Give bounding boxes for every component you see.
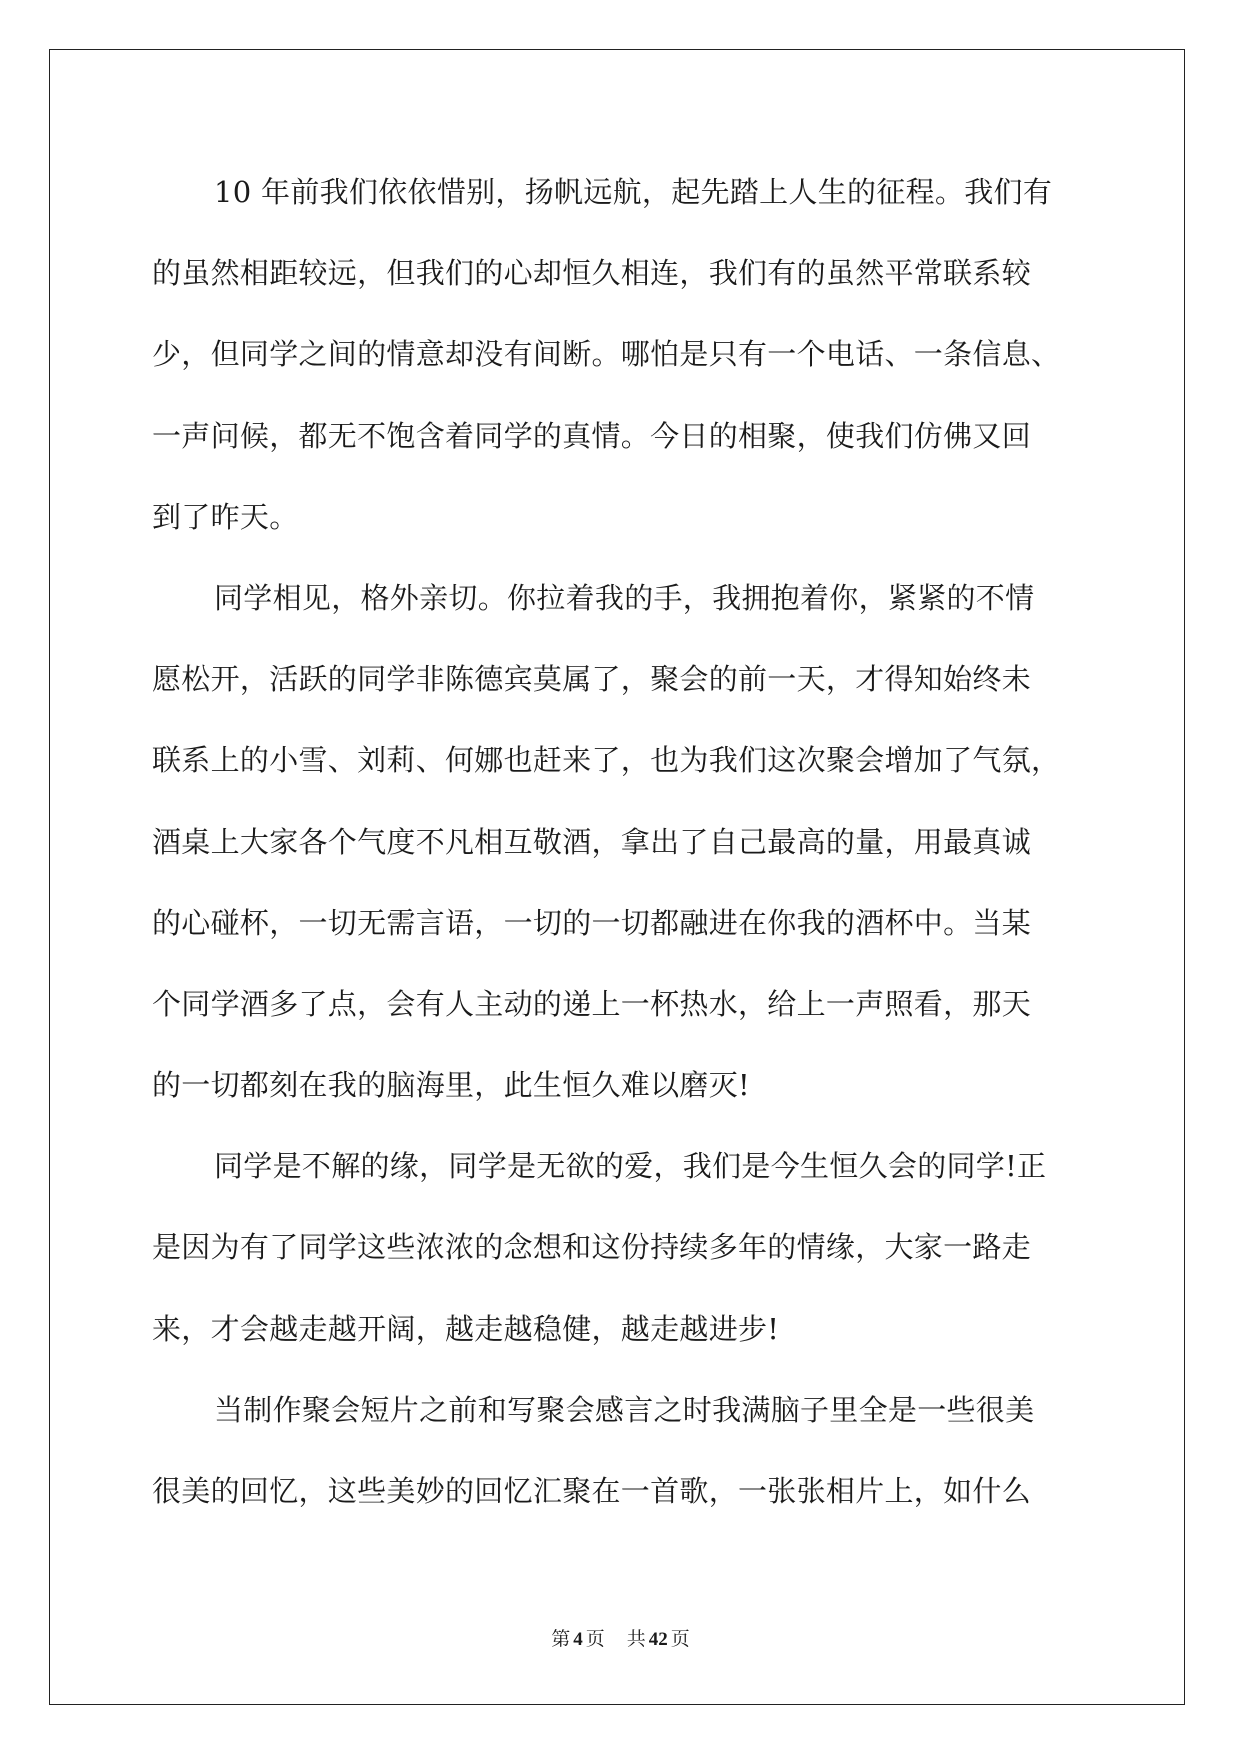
text-line: 同学是不解的缘，同学是无欲的爱，我们是今生恒久会的同学!正 — [214, 1149, 1047, 1184]
text-line: 少，但同学之间的情意却没有间断。哪怕是只有一个电话、一条信息、 — [152, 337, 1061, 372]
text-line: 是因为有了同学这些浓浓的念想和这份持续多年的情缘，大家一路走 — [152, 1230, 1032, 1265]
text-line: 当制作聚会短片之前和写聚会感言之时我满脑子里全是一些很美 — [214, 1392, 1035, 1427]
text-line: 联系上的小雪、刘莉、何娜也赶来了，也为我们这次聚会增加了气氛， — [152, 743, 1061, 778]
footer-page-prefix: 第 — [551, 1628, 571, 1650]
text-line: 来，才会越走越开阔，越走越稳健，越走越进步! — [152, 1311, 780, 1346]
text-line: 愿松开，活跃的同学非陈德宾莫属了，聚会的前一天，才得知始终未 — [152, 662, 1032, 697]
footer-page-number: 4 — [573, 1629, 583, 1650]
text-line: 酒桌上大家各个气度不凡相互敬酒，拿出了自己最高的量，用最真诚 — [152, 824, 1032, 859]
page-footer — [0, 1624, 1241, 1651]
footer-total-pages: 42 — [648, 1629, 668, 1650]
footer-total-prefix: 共 — [626, 1628, 646, 1650]
text-line: 的心碰杯，一切无需言语，一切的一切都融进在你我的酒杯中。当某 — [152, 905, 1032, 940]
footer-total-suffix: 页 — [670, 1628, 690, 1650]
text-line: 很美的回忆，这些美妙的回忆汇聚在一首歌，一张张相片上，如什么 — [152, 1474, 1032, 1508]
footer-page-suffix: 页 — [585, 1628, 605, 1650]
document-body — [152, 152, 1102, 1532]
text-line: 个同学酒多了点，会有人主动的递上一杯热水，给上一声照看，那天 — [152, 986, 1032, 1021]
text-line: 10 年前我们依依惜别，扬帆远航，起先踏上人生的征程。我们有 — [214, 175, 1053, 209]
text-line: 的虽然相距较远，但我们的心却恒久相连，我们有的虽然平常联系较 — [152, 256, 1032, 291]
text-line: 同学相见，格外亲切。你拉着我的手，我拥抱着你，紧紧的不情 — [214, 580, 1035, 615]
text-line: 一声问候，都无不饱含着同学的真情。今日的相聚，使我们仿佛又回 — [152, 418, 1032, 453]
text-line: 的一切都刻在我的脑海里，此生恒久难以磨灭! — [152, 1068, 750, 1103]
text-line: 到了昨天。 — [152, 499, 299, 534]
